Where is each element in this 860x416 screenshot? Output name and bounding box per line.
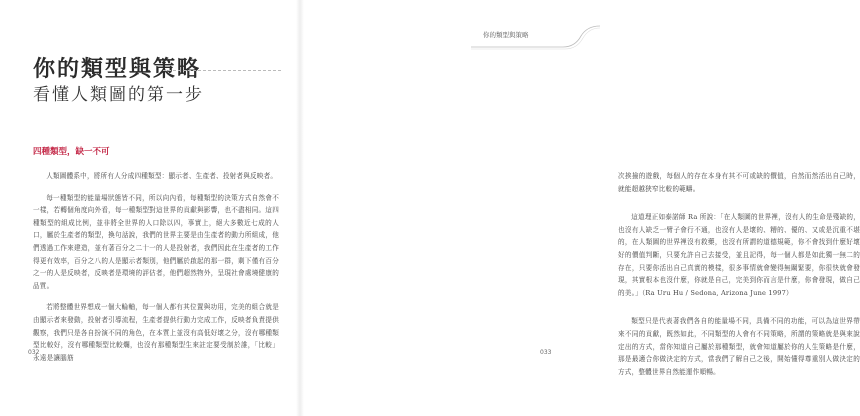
paragraph: 這道理正如泰諾師 Ra 所說：「在人類圖的世界裡，沒有人的生命是殘缺的，也沒有人缺乏一臂子會行不通，也沒有人是壞的、糟的、優的、又或是沉重不堪的，在人類圖的世界裡沒有救藥，也沒有所謂的道德規範，你不會找到什麼好壞好的價值判斷，只要允許自己去接受，並且記得，每一個人都是如此獨一無二的存在，只要你活出自己真實的模樣，很多事情就會變得無關緊要，你很快就會發現，其實根本也沒什麼，你就是自己，完美到你而言是什麼，你會發現，做自己的美。」（Ra Uru Hu / Sedona, Arizona June 1997） xyxy=(618,213,860,297)
paragraph: 人類圖體系中，將所有人分成四種類型：顯示者、生產者、投射者與反映者。 xyxy=(46,172,278,180)
paragraph: 次挨撿的遊戲，每個人的存在本身有其不可或缺的價值，自然而然活出自己時，就能超越狹窄比較的範疇。 xyxy=(618,172,860,193)
running-header xyxy=(471,20,600,50)
right-page xyxy=(300,0,860,416)
paragraph: 每一種類型的能量場狀態皆不同，所以向內看，每種類型的決策方式自然會不一樣，若轉個角度向外看，每一種類型對這世界的貢獻與影響，也不盡相同。這四種類型的組成比例，並非將全世界的人口除以四，事實上，絕大多數近七成的人口，屬於生產者的類型，換句話說，我們的世界主要是由生產者的動力所組成，他們透過工作來建造，並有著百分之二十一的人是投射者，我們因此在生產者的工作得更有效率，百分之八的人是顯示者類別，他們屬於啟起的那一群，剩下僅有百分之一的人是反映者，反映者是環境的評估者，他們超然物外，呈現社會處境健康的品質。 xyxy=(33,193,279,290)
chapter-subtitle: 看懂人類圖的第一步 xyxy=(33,85,204,105)
chapter-title: 你的類型與策略 xyxy=(33,56,202,82)
paragraph: 類型只是代表著我們各自的能量場不同，具備不同的功能，可以為這世界帶來不同的貢獻，既然如此，不同類型的人會有不同策略，所謂的策略就是與來說定出的方式，當你知道自己屬於那種類型，就會知道屬於你的人生策略是什麼，那是最適合你做決定的方式，當我們了解自己之後，開始懂得尊重別人做決定的方式，整體世界自然能運作順暢。 xyxy=(618,317,860,376)
text-block xyxy=(618,170,860,195)
text-block xyxy=(618,315,860,378)
section-heading: 四種類型，缺一不可 xyxy=(33,147,110,157)
text-block xyxy=(618,211,860,299)
right-body-text xyxy=(618,170,860,378)
page-number: 032 xyxy=(28,349,40,356)
left-body-text xyxy=(33,170,279,364)
left-page xyxy=(0,0,300,416)
paragraph: 若將整體世界想成一個大輪軸，每一個人都有其位置與功用，完美的組合就是由顯示者來發動，投射者引導流程，生產者提供行動力完成工作，反映者負責提供觀察，我們只是各自扮演不同的角色，在本質上並沒有高低好壞之分，沒有哪種類型比較好，沒有哪種類型比較爛，也沒有那種類型生來註定要受制於誰，「比較」永遠是讓腦筋 xyxy=(33,303,279,362)
page-number: 033 xyxy=(540,349,552,356)
running-header-label: 你的類型與策略 xyxy=(483,31,529,39)
title-divider xyxy=(163,70,281,72)
